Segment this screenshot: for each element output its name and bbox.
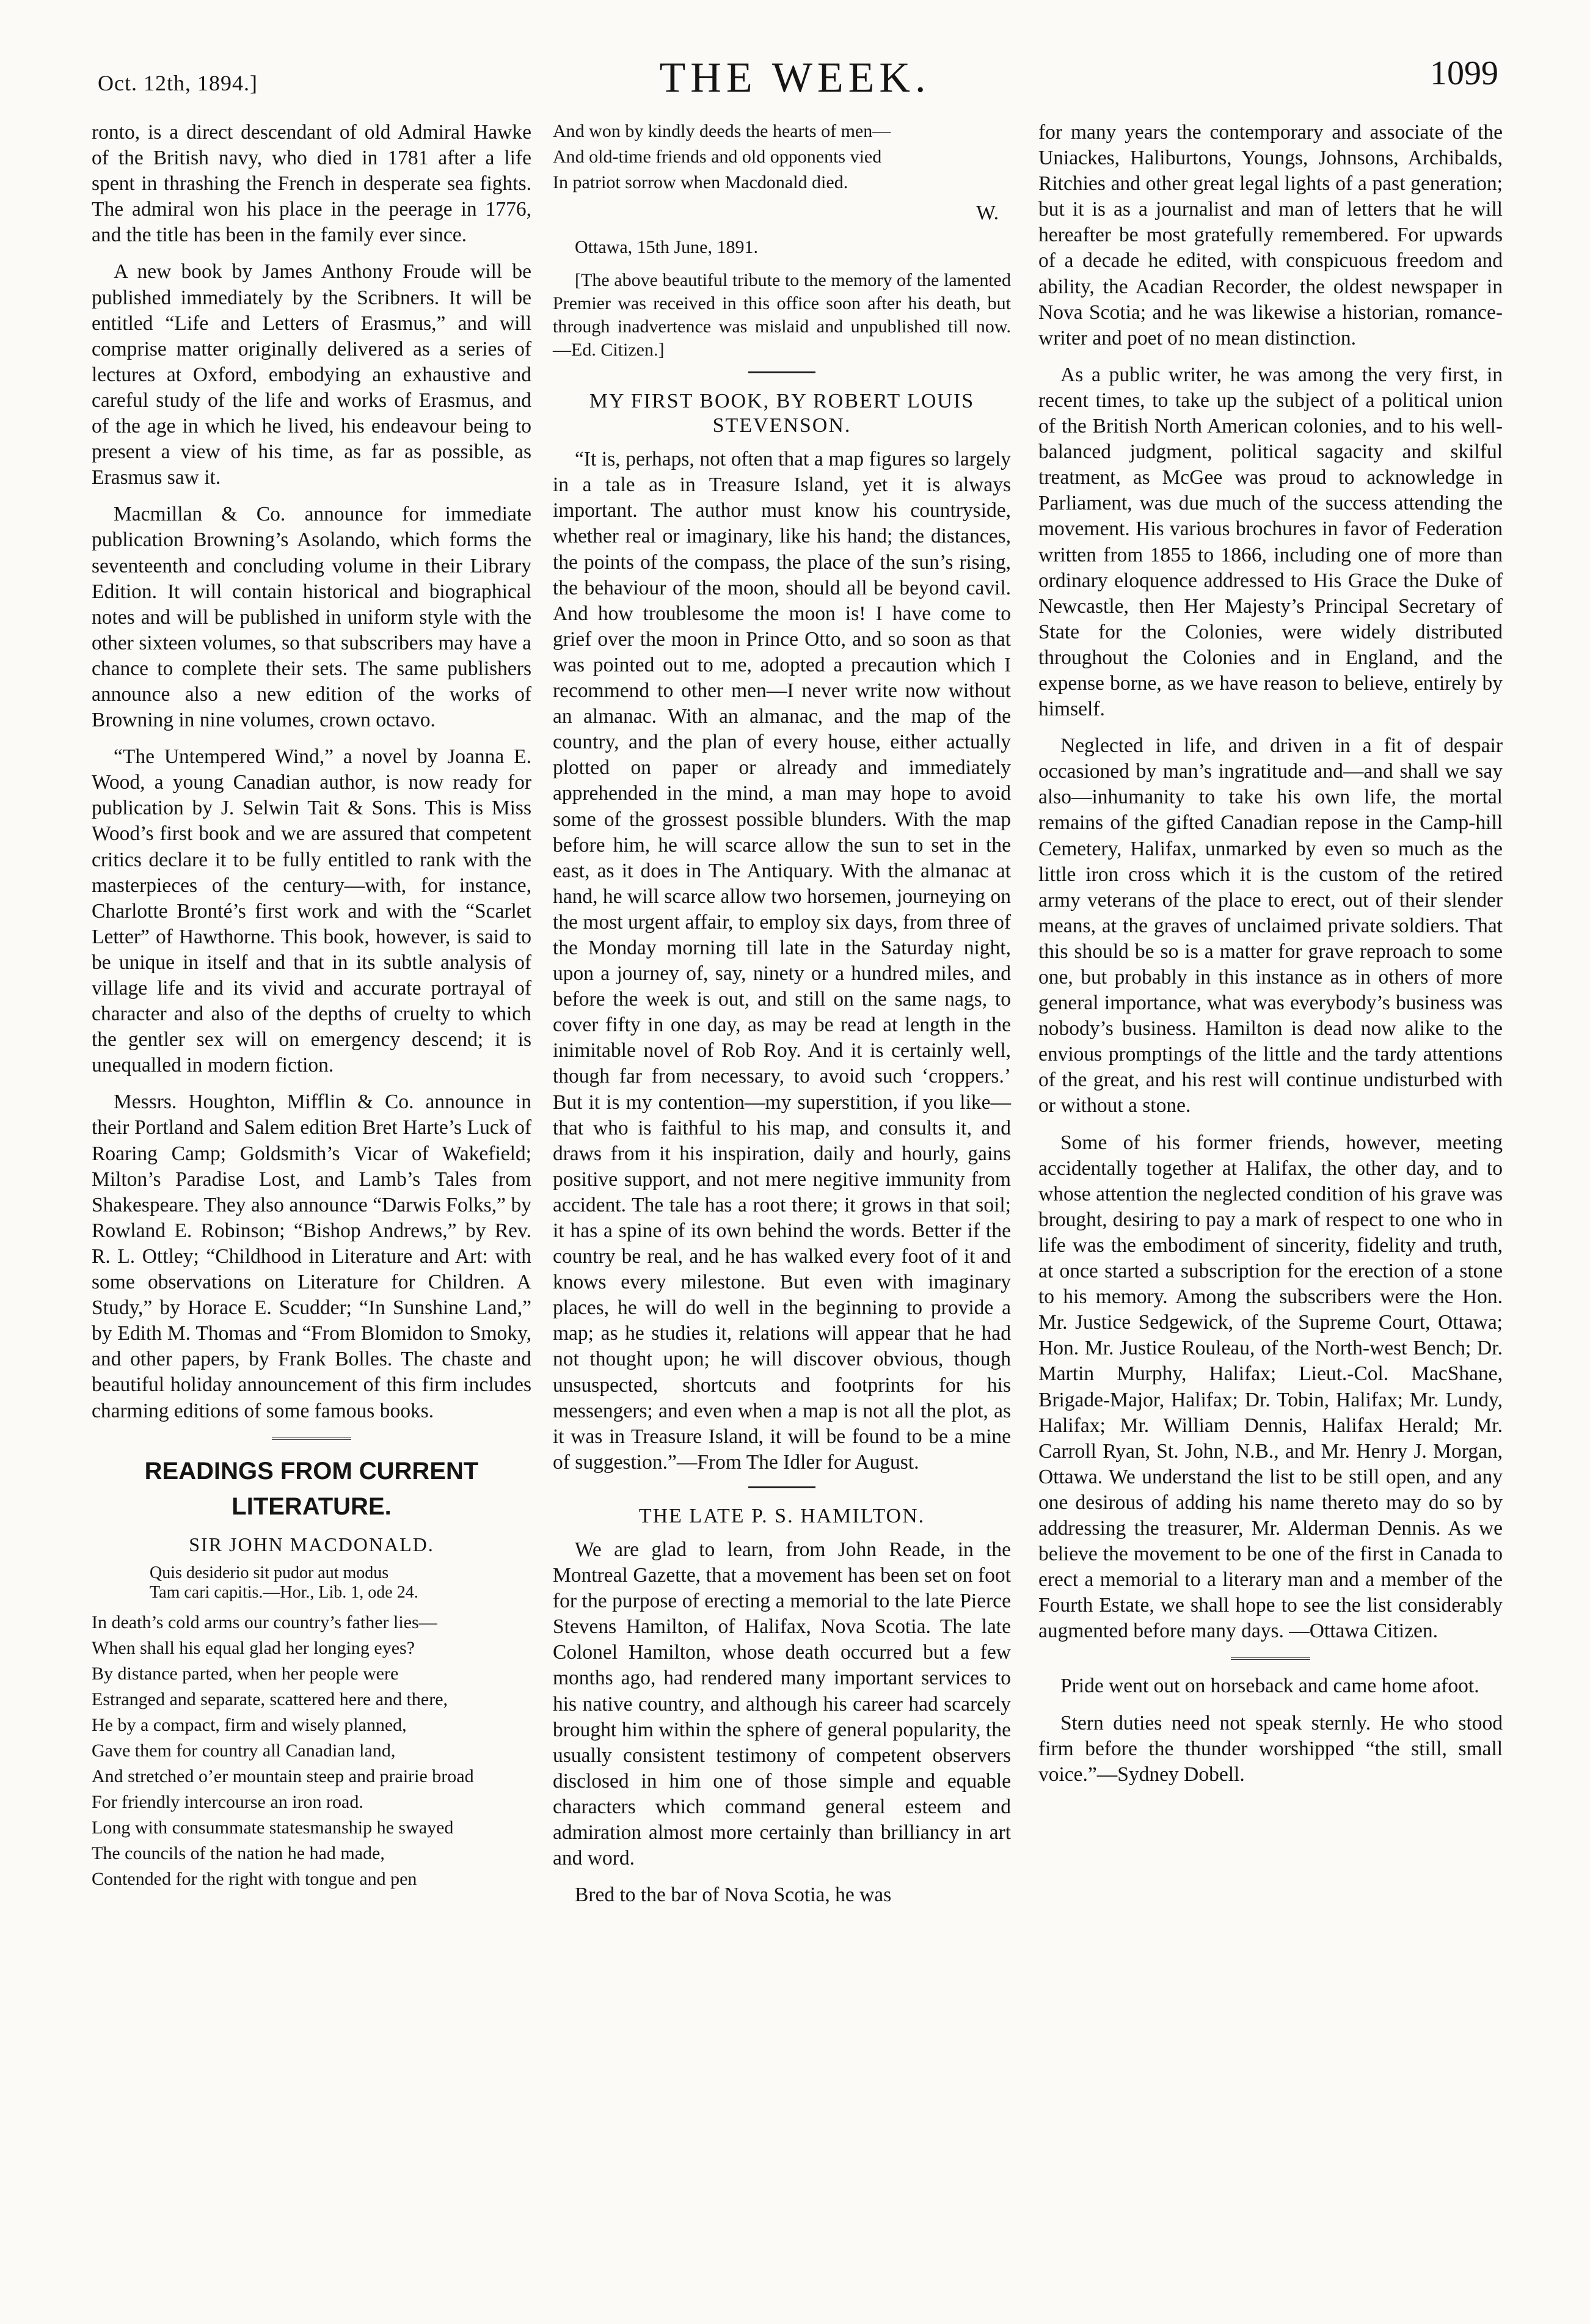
paragraph: Stern duties need not speak sternly. He who stood firm before the thunder worshipped “the still, small voice.”—Sydney Dobell. [1038, 1711, 1503, 1786]
poem-line: When shall his equal glad her longing eyes? [92, 1637, 415, 1658]
article-heading: THE LATE P. S. HAMILTON. [638, 1504, 925, 1527]
paragraph: Some of his former friends, however, meeting accidentally together at Halifax, the other day, and to whose attention the neglected condition of his grave was brought, desiring to pay a mark of respect to one who in life was the embodiment of sincerity, fidelity and truth, at once started a subscription for the erection of a stone to his memory. Among the subscribers were the Hon. Mr. Justice Sedgewick, of the Supreme Court, Ottawa; Hon. Mr. Justice Rouleau, of the North-west Bench; Dr. Martin Murphy, Halifax; Lieut.-Col. MacShane, Brigade-Major, Halifax; Dr. Tobin, Halifax; Mr. Lundy, Halifax; Mr. William Dennis, Halifax Herald; Mr. Carroll Ryan, St. John, N.B., and Mr. Henry J. Morgan, Ottawa. We understand the list to be still open, and any one desirous of adding his name thereto may do so by addressing the treasurer, Mr. Alderman Dennis. As we believe the movement to be one of the first in Canada to erect a memorial to a literary man and a member of the Fourth Estate, we shall hope to see the list considerably augmented before many days. —Ottawa Citizen. [1038, 1131, 1503, 1643]
section-heading: READINGS FROM CURRENT LITERATURE. [144, 1457, 479, 1520]
poem-line: And won by kindly deeds the hearts of men— [553, 121, 891, 141]
page-number: 1099 [1430, 54, 1498, 92]
paragraph: As a public writer, he was among the very first, in recent times, to take up the subject of a political union of the British North American colonies, and to his well-balanced judgment, political sagacity and skilful treatment, as McGee was proud to acknowledge in Parliament, was due much of the success attending the movement. His various brochures in favor of Federation written from 1855 to 1866, including one of more than ordinary eloquence addressed to His Grace the Duke of Newcastle, then Her Majesty’s Principal Secretary of State for the Colonies, were widely distributed throughout the Colonies and in England, and the expense borne, as we have reason to believe, entirely by himself. [1038, 363, 1503, 721]
paragraph: ronto, is a direct descendant of old Admiral Hawke of the British navy, who died in 1781 after a life spent in thrashing the French in desperate sea fights. The admiral won his place in the peerage in 1776, and the title has been in the family ever since. [92, 121, 531, 247]
poem-line: He by a compact, firm and wisely planned, [92, 1714, 407, 1735]
paragraph: for many years the contemporary and associate of the Uniackes, Haliburtons, Youngs, Johnsons, Archibalds, Ritchies and other great legal lights of a past generation; but it is as a journalist and man of letters that he will hereafter be most gratefully remembered. For upwards of a decade he edited, with conspicuous freedom and ability, the Acadian Recorder, the oldest newspaper in Nova Scotia; and he was likewise a historian, romance-writer and poet of no mean distinction. [1038, 121, 1503, 349]
poem-signature: W. [976, 202, 999, 224]
paragraph: Macmillan & Co. announce for immediate publication Browning’s Asolando, which forms the seventeenth and concluding volume in their Library Edition. It will contain historical and biographical notes and will be published in uniform style with the other sixteen volumes, so that subscribers may have a chance to complete their sets. The same publishers announce also a new edition of the works of Browning in nine volumes, crown octavo. [92, 503, 531, 732]
divider [748, 1486, 815, 1488]
column-left [92, 120, 531, 1897]
poem-line: Gave them for country all Canadian land, [92, 1740, 396, 1761]
publication-title: THE WEEK. [659, 54, 931, 101]
poem-line: In patriot sorrow when Macdonald died. [553, 172, 848, 192]
paragraph: Neglected in life, and driven in a fit of despair occasioned by man’s ingratitude and—and shall we say also—inhumanity to take his own life, the mortal remains of the gifted Canadian repose in the Camp-hill Cemetery, Halifax, unmarked by even so much as the little iron cross which it is the custom of the retired army veterans of the place to erect, out of their slender means, at the graves of unclaimed private soldiers. That this should be so is a matter for grave reproach to some one, but probably in this instance as in others of more general importance, what was everybody’s business was nobody’s business. Hamilton is dead now alike to the envious promptings of the little and the tardy attentions of the great, and his rest will continue undisturbed with or without a stone. [1038, 734, 1503, 1117]
paragraph: We are glad to learn, from John Reade, in the Montreal Gazette, that a movement has been set on foot for the purpose of erecting a memorial to the late Pierce Stevens Hamilton, of Halifax, Nova Scotia. The late Colonel Hamilton, whose death occurred but a few months ago, had rendered many important services to his native country, and although his career had scarcely brought him within the sphere of general popularity, the usually consistent testimony of competent observers disclosed in him one of those simple and equable characters which command general esteem and admiration almost more certainly than brilliancy in art and word. [553, 1538, 1011, 1870]
page-header [0, 0, 1590, 122]
epigraph-line: Quis desiderio sit pudor aut modus [150, 1563, 389, 1582]
paragraph: A new book by James Anthony Froude will be published immediately by the Scribners. It will be entitled “Life and Letters of Erasmus,” and will comprise matter originally delivered as a series of lectures at Oxford, embodying an exhaustive and careful study of the life and works of Erasmus, and of the age in which he lived, his endeavour being to present a view of his time, as far as possible, as Erasmus saw it. [92, 260, 531, 489]
section-divider [272, 1438, 351, 1440]
dateline: Ottawa, 15th June, 1891. [575, 237, 758, 258]
poem-line: And stretched o’er mountain steep and prairie broad [92, 1766, 474, 1786]
poem-line: The councils of the nation he had made, [92, 1843, 385, 1863]
poem-line: Contended for the right with tongue and pen [92, 1868, 417, 1889]
paragraph: “It is, perhaps, not often that a map figures so largely in a tale as in Treasure Island, yet it is always important. The author must know his countryside, whether real or imaginary, like his hand; the distances, the points of the compass, the place of the sun’s rising, the behaviour of the moon, should all be beyond cavil. And how troublesome the moon is! I have come to grief over the moon in Prince Otto, and so soon as that was pointed out to me, adopted a precaution which I recommend to other men—I never write now without an almanac. With an almanac, and the map of the country, and the plan of every house, either actually plotted on paper or already and immediately apprehended in the mind, a man may hope to avoid some of the grossest possible blunders. With the map before him, he will scarce allow the sun to set in the east, as it does in The Antiquary. With the almanac at hand, he will scarce allow two horsemen, journeying on the most urgent affair, to employ six days, from three of the Monday morning till late in the Saturday night, upon a journey of, say, ninety or a hundred miles, and before the week is out, and still on the same nags, to cover fifty in one day, as may be read at length in the inimitable novel of Rob Roy. And it is certainly well, though far from necessary, to avoid such ‘croppers.’ But it is my contention—my superstition, if you like—that who is faithful to his map, and consults it, and draws from it his inspiration, daily and hourly, gains positive support, and not mere negitive immunity from accident. The tale has a root there; it grows in that soil; it has a spine of its own behind the words. Better if the country be real, and he has walked every foot of it and knows every milestone. But even with imaginary places, he will do well in the beginning to provide a map; as he studies it, relations will appear that he had not thought upon; he will discover obvious, though unsuspected, shortcuts and footprints for his messengers; and even when a map is not all the plot, as it was in Treasure Island, it will be found to be a mine of suggestion.”—From The Idler for August. [553, 448, 1011, 1474]
paragraph: “The Untempered Wind,” a novel by Joanna E. Wood, a young Canadian author, is now ready for publication by J. Selwin Tait & Sons. This is Miss Wood’s first book and we are assured that competent critics declare it to be fully entitled to rank with the masterpieces of the century—with, for instance, Charlotte Bronté’s first work and with the “Scarlet Letter” of Hawthorne. This book, however, is said to be unique in itself and that in its subtle analysis of village life and its vivid and accurate portrayal of character and also of the depths of cruelty to which the gentler sex will on emergency descend; it is unequalled in modern fiction. [92, 745, 531, 1077]
poem-line: By distance parted, when her people were [92, 1663, 399, 1684]
issue-date: Oct. 12th, 1894.] [98, 71, 258, 95]
poem-line: And old-time friends and old opponents vied [553, 147, 882, 167]
poem-line: In death’s cold arms our country’s father lies— [92, 1612, 437, 1632]
paragraph: Pride went out on horseback and came home afoot. [1060, 1675, 1479, 1698]
epigraph-line: Tam cari capitis.—Hor., Lib. 1, ode 24. [150, 1582, 418, 1602]
poem-line: Long with consummate statesmanship he swayed [92, 1817, 454, 1838]
poem-line: Estranged and separate, scattered here and there, [92, 1689, 448, 1709]
column-middle [553, 120, 1011, 1919]
poem-title: SIR JOHN MACDONALD. [189, 1533, 434, 1555]
section-divider [1231, 1657, 1310, 1660]
poem [92, 1611, 531, 1891]
poem-continued [553, 120, 1011, 194]
epigraph [150, 1563, 531, 1602]
editor-note: [The above beautiful tribute to the memory of the lamented Premier was received in this office soon after his death, but through inadvertence was mislaid and unpublished till now. —Ed. Citizen.] [553, 270, 1011, 360]
poem-line: For friendly intercourse an iron road. [92, 1791, 363, 1812]
paragraph: Messrs. Houghton, Mifflin & Co. announce in their Portland and Salem edition Bret Harte’s Luck of Roaring Camp; Goldsmith’s Vicar of Wakefield; Milton’s Paradise Lost, and Lamb’s Tales from Shakespeare. They also announce “Darwis Folks,” by Rowland E. Robinson; “Bishop Andrews,” by Rev. R. L. Ottley; “Childhood in Literature and Art: with some observations on Literature for Children. A Study,” by Horace E. Scudder; “In Sunshine Land,” by Edith M. Thomas and “From Blomidon to Smoky, and other papers, by Frank Bolles. The chaste and beautiful holiday announcement of this firm includes charming editions of some famous books. [92, 1091, 531, 1422]
paragraph: Bred to the bar of Nova Scotia, he was [575, 1884, 892, 1907]
column-right [1038, 120, 1503, 1799]
article-heading: MY FIRST BOOK, BY ROBERT LOUIS STEVENSON. [589, 390, 975, 437]
divider [748, 371, 815, 373]
